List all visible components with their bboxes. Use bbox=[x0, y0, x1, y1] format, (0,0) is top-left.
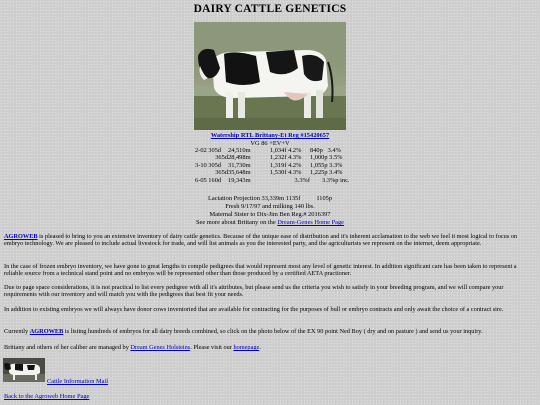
listing-paragraph bbox=[4, 328, 536, 335]
managed-end: . bbox=[259, 344, 261, 351]
record-age: 365d bbox=[215, 169, 228, 177]
listing-prefix: Currently bbox=[4, 328, 30, 335]
page-space-text: Due to page space considerations, it is not practical to list every pedigree with all it's attributes, but please send us the criteria you wish to satisfy in your breeding program, and we will compare your requirements with our inventory and will match you with the pedigrees that best fit your needs. bbox=[4, 284, 504, 299]
record-milk: 19,343m bbox=[228, 176, 251, 184]
lactation-projection: Lactation Projection 33,339m 1135f 1105p bbox=[207, 195, 333, 202]
ned-boy-photo-link[interactable] bbox=[3, 358, 45, 382]
holstein-cow-illustration bbox=[194, 22, 346, 130]
record-fat: 1,034f 4.2% bbox=[270, 147, 302, 154]
record-age: 3-10 305d bbox=[195, 161, 222, 169]
record-row bbox=[195, 162, 350, 169]
dream-genes-link[interactable]: Dream-Genes Home Page bbox=[277, 219, 345, 226]
page-space-paragraph bbox=[4, 284, 536, 298]
record-milk: 31,730m bbox=[228, 161, 251, 169]
record-protein: 3.3%p inc. bbox=[322, 176, 350, 184]
donor-cows-text: In addition to existing embryos we will always have donor cows inventoried that are available for contracting for the purposes of bull or embryo contracts and only await the choice of a contract sire. bbox=[4, 306, 504, 313]
record-fat: 1,232f 4.3% bbox=[270, 154, 302, 162]
record-age: 6-05 160d bbox=[195, 176, 222, 184]
record-milk: 24,510m bbox=[228, 147, 251, 154]
maternal-sister: Maternal Sister to Dix-Jim Ben Reg.# 2016397 bbox=[209, 211, 331, 218]
cow-thumbnail-image bbox=[3, 358, 45, 382]
managed-by-paragraph bbox=[4, 344, 536, 351]
featured-cow-name bbox=[0, 132, 540, 139]
record-row bbox=[195, 154, 350, 161]
frozen-embryo-paragraph bbox=[4, 263, 536, 277]
production-records bbox=[195, 147, 350, 184]
managed-mid: . Please visit our bbox=[190, 344, 234, 351]
agroweb-link[interactable]: AGROWEB bbox=[4, 233, 38, 240]
record-row bbox=[195, 169, 350, 176]
record-row bbox=[195, 147, 350, 154]
page-title: DAIRY CATTLE GENETICS bbox=[193, 3, 347, 15]
record-age: 2-02 305d bbox=[195, 147, 222, 154]
record-age: 365d bbox=[215, 154, 228, 162]
intro-text: is pleased to bring to you an extensive inventory of dairy cattle genetics. Because of the unique ease of distribution and it's inherent acclamation to the web we feel it most logical to focus on embryo technology. We are pleased to include actual livestock for trade, and will list animals as you the interested party, and the agriculturists we represent on the internet, deem appropriate. bbox=[4, 233, 518, 248]
managed-prefix: Brittany and others of her caliber are managed by bbox=[4, 344, 131, 351]
record-protein: 1,000p 3.5% bbox=[310, 154, 343, 162]
cattle-information-mail-link[interactable]: Cattle Information Mail bbox=[47, 378, 109, 385]
record-milk: 28,498m bbox=[228, 154, 251, 162]
intro-paragraph bbox=[4, 233, 536, 247]
record-protein: 1,225p 3.4% bbox=[310, 169, 343, 177]
agroweb-link-2[interactable]: AGROWEB bbox=[29, 328, 64, 335]
fresh-date: Fresh 9/17/97 and milking 140 lbs. bbox=[225, 203, 315, 210]
listing-text: is listing hundreds of embryos for all dairy breeds combined, so click on the photo below of the EX 90 point Ned Boy ( dry and on pasture ) and send us your inquiry. bbox=[63, 328, 483, 335]
record-milk: 35,648m bbox=[228, 169, 251, 177]
donor-cows-paragraph bbox=[4, 306, 536, 313]
record-protein: 1,055p 3.3% bbox=[310, 161, 343, 169]
featured-cow-link[interactable]: Watership RTL Brittany-Et Reg #15420657 bbox=[210, 132, 330, 139]
homepage-link[interactable]: homepage bbox=[233, 344, 260, 351]
frozen-embryo-text: In the case of frozen embryo inventory, we have gone to great lengths to compile pedigrees that would represent most any level of genetic interest. In addition significant care has been taken to represent a reliable source from a technical stand point and no embryos will be represented other than those produced by a certified AETA practioner. bbox=[4, 263, 517, 278]
cow-photo bbox=[194, 22, 346, 130]
see-more bbox=[0, 219, 540, 226]
record-row bbox=[195, 177, 350, 184]
back-to-agroweb-link[interactable]: Back to the Agroweb Home Page bbox=[4, 393, 90, 400]
record-protein: 840p 3.4% bbox=[310, 147, 341, 154]
record-fat: 1,319f 4.2% bbox=[270, 161, 302, 169]
see-more-text: See more about Brittany on the bbox=[195, 219, 278, 226]
record-fat: 3.3%f bbox=[294, 176, 310, 184]
dream-genes-holsteins-link[interactable]: Dream Genes Holsteins bbox=[130, 344, 191, 351]
classification: VG 86 +EV+V bbox=[250, 140, 290, 147]
record-fat: 1,530f 4.3% bbox=[270, 169, 302, 177]
